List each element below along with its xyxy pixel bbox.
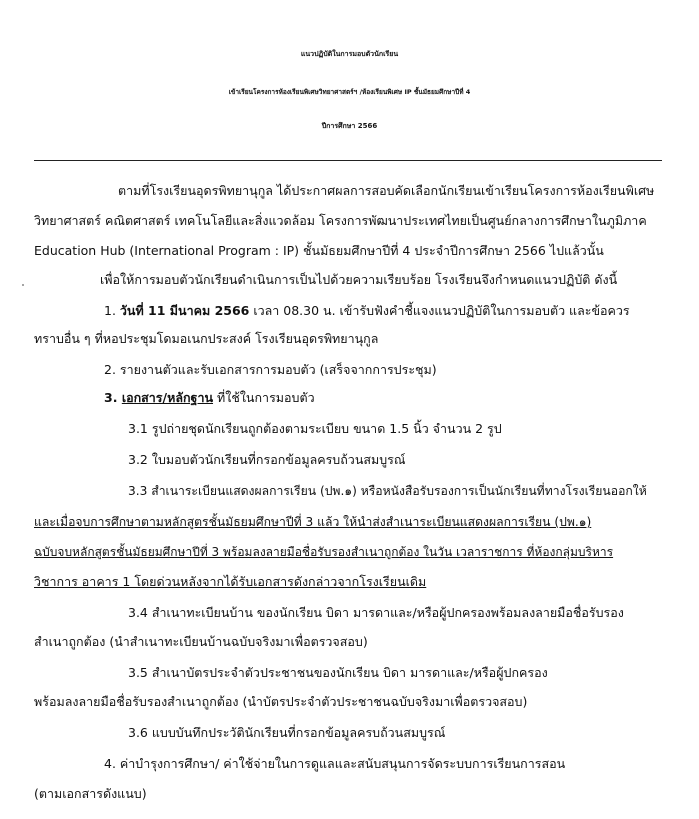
doc-title-line-3: ปีการศึกษา 2566	[321, 122, 378, 130]
intro-line-4: เพื่อให้การมอบตัวนักเรียนดำเนินการเป็นไปด้วยความเรียบร้อย โรงเรียนจึงกำหนดแนวปฏิบัติ ดังนี้	[100, 272, 618, 287]
item-3-rest: ที่ใช้ในการมอบตัว	[213, 390, 315, 405]
intro-line-2: วิทยาศาสตร์ คณิตศาสตร์ เทคโนโลยีและสิ่งแวดล้อม โครงการพัฒนาประเทศไทยเป็นศูนย์กลางการศึกษาในภูมิภาค	[34, 213, 647, 228]
item-1-rest: เวลา 08.30 น. เข้ารับฟังคำชี้แจงแนวปฏิบัติในการมอบตัว และข้อควร	[249, 303, 630, 318]
doc-title-line-1: แนวปฏิบัติในการมอบตัวนักเรียน	[300, 50, 399, 58]
item-3-3-line-3: ฉบับจบหลักสูตรชั้นมัธยมศึกษาปีที่ 3 พร้อมลงลายมือชื่อรับรองสำเนาถูกต้อง ในวัน เวลาราชการ ที่ห้องกลุ่มบริหาร	[34, 545, 614, 559]
item-3-1: 3.1 รูปถ่ายชุดนักเรียนถูกต้องตามระเบียบ ขนาด 1.5 นิ้ว จำนวน 2 รูป	[128, 421, 502, 436]
item-4-line-1: 4. ค่าบำรุงการศึกษา/ ค่าใช้จ่ายในการดูแลและสนับสนุนการจัดระบบการเรียนการสอน	[104, 756, 566, 771]
item-3-6: 3.6 แบบบันทึกประวัตินักเรียนที่กรอกข้อมูลครบถ้วนสมบูรณ์	[128, 725, 446, 740]
item-3-2: 3.2 ใบมอบตัวนักเรียนที่กรอกข้อมูลครบถ้วนสมบูรณ์	[128, 452, 406, 467]
item-2: 2. รายงานตัวและรับเอกสารการมอบตัว (เสร็จจากการประชุม)	[104, 362, 437, 377]
intro-line-1: ตามที่โรงเรียนอุดรพิทยานุกูล ได้ประกาศผลการสอบคัดเลือกนักเรียนเข้าเรียนโครงการห้องเรียนพิเศษ	[118, 183, 655, 198]
item-3-3-line-4: วิชาการ อาคาร 1 โดยด่วนหลังจากได้รับเอกสารดังกล่าวจากโรงเรียนเดิม	[34, 574, 427, 589]
item-4-line-2: (ตามเอกสารดังแนบ)	[34, 786, 147, 801]
item-3-4-line-2: สำเนาถูกต้อง (นำสำเนาทะเบียนบ้านฉบับจริงมาเพื่อตรวจสอบ)	[34, 634, 368, 649]
item-3-5-line-2: พร้อมลงลายมือชื่อรับรองสำเนาถูกต้อง (นำบัตรประจำตัวประชาชนฉบับจริงมาเพื่อตรวจสอบ)	[34, 694, 528, 709]
item-1-date: วันที่ 11 มีนาคม 2566	[119, 303, 250, 318]
doc-title-line-2: เข้าเรียนโครงการห้องเรียนพิเศษวิทยาศาสตร์ฯ /ห้องเรียนพิเศษ IP ชั้นมัธยมศึกษาปีที่ 4	[228, 88, 471, 96]
item-3-3-line-1: 3.3 สำเนาระเบียนแสดงผลการเรียน (ปพ.๑) หรือหนังสือรับรองการเป็นนักเรียนที่ทางโรงเรียนออกให้	[128, 484, 647, 498]
item-3-heading: เอกสาร/หลักฐาน	[121, 390, 214, 405]
item-1-line-1	[104, 303, 630, 319]
item-1-line-2: ทราบอื่น ๆ ที่หอประชุมโดมอเนกประสงค์ โรงเรียนอุดรพิทยานุกูล	[34, 331, 379, 346]
item-1-prefix: 1.	[104, 303, 120, 318]
intro-line-3: Education Hub (International Program : IP) ชั้นมัธยมศึกษาปีที่ 4 ประจำปีการศึกษา 2566 ไปแล้วนั้น	[34, 243, 604, 258]
item-3-5-line-1: 3.5 สำเนาบัตรประจำตัวประชาชนของนักเรียน บิดา มารดาและ/หรือผู้ปกครอง	[128, 665, 548, 680]
title-divider	[34, 160, 662, 161]
item-3-prefix: 3.	[104, 390, 122, 405]
scan-speck	[22, 284, 24, 286]
item-3-heading-line	[104, 390, 315, 406]
item-3-3-line-2: และเมื่อจบการศึกษาตามหลักสูตรชั้นมัธยมศึกษาปีที่ 3 แล้ว ให้นำส่งสำเนาระเบียนแสดงผลการเรียน (ปพ.๑)	[34, 515, 592, 529]
item-3-4-line-1: 3.4 สำเนาทะเบียนบ้าน ของนักเรียน บิดา มารดาและ/หรือผู้ปกครองพร้อมลงลายมือชื่อรับรอง	[128, 605, 624, 620]
